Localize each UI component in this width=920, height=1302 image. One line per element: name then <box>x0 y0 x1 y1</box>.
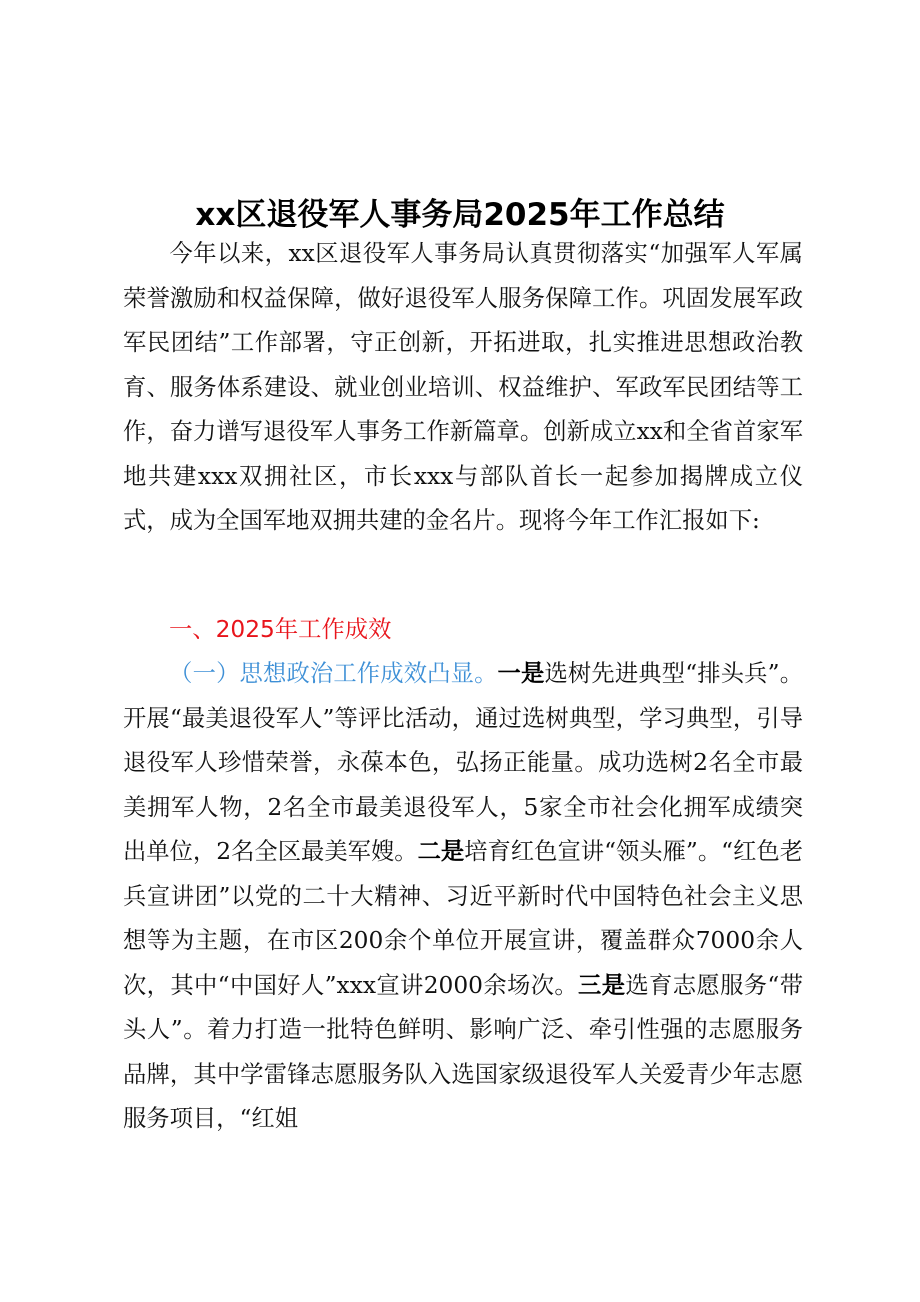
point-2-label: 二是 <box>417 838 465 865</box>
point-1-text: 选树先进典型“排头兵”。开展“最美退役军人”等评比活动，通过选树典型，学习典型，引导退役军人珍惜荣誉，永葆本色，弘扬正能量。成功选树2名全市最美拥军人物，2名全市最美退役军人，5家全市社会化拥军成绩突出单位，2名全区最美军嫂。 <box>123 660 804 865</box>
section-1-paragraph <box>123 652 803 1142</box>
subsection-heading: （一）思想政治工作成效凸显。 <box>169 660 498 687</box>
document-title: xx区退役军人事务局2025年工作总结 <box>195 197 725 233</box>
point-1-label: 一是 <box>497 660 545 687</box>
point-3-label: 三是 <box>578 971 626 999</box>
intro-paragraph <box>123 232 803 544</box>
point-3-text: 选育志愿服务“带头人”。着力打造一批特色鲜明、影响广泛、牵引性强的志愿服务品牌，其中学雷锋志愿服务队入选国家级退役军人关爱青少年志愿服务项目，“红姐 <box>123 971 803 1132</box>
intro-text: 今年以来，xx区退役军人事务局认真贯彻落实“加强军人军属荣誉激励和权益保障，做好退役军人服务保障工作。巩固发展军政军民团结”工作部署，守正创新，开拓进取，扎实推进思想政治教育、服务体系建设、就业创业培训、权益维护、军政军民团结等工作，奋力谱写退役军人事务工作新篇章。创新成立xx和全省首家军地共建xxx双拥社区，市长xxx与部队首长一起参加揭牌成立仪式，成为全国军地双拥共建的金名片。现将今年工作汇报如下: <box>123 240 803 534</box>
point-2-text: 培育红色宣讲“领头雁”。“红色老兵宣讲团”以党的二十大精神、习近平新时代中国特色社会主义思想等为主题，在市区200余个单位开展宣讲，覆盖群众7000余人次，其中“中国好人”xxx宣讲2000余场次。 <box>123 838 804 999</box>
section-heading-1: 一、2025年工作成效 <box>169 616 392 643</box>
